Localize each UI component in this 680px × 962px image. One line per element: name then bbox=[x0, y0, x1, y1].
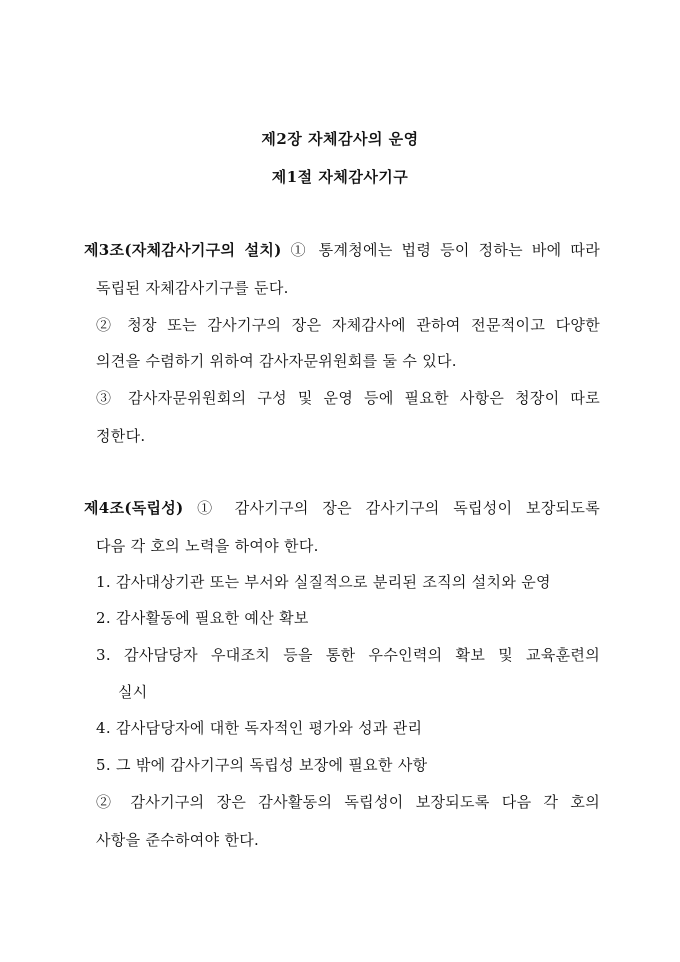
article4-first-line bbox=[84, 497, 600, 518]
article3-clause2-end: 의견을 수렴하기 위하여 감사자문위원회를 둘 수 있다. bbox=[96, 352, 457, 370]
article4-item-1: 1. 감사대상기관 또는 부서와 실질적으로 분리된 조직의 설치와 운영 bbox=[96, 573, 551, 591]
article4-clause2-end: 사항을 준수하여야 한다. bbox=[96, 831, 260, 849]
article4-title: 제4조(독립성) bbox=[84, 499, 184, 517]
article3-clause3-end: 정한다. bbox=[96, 427, 146, 445]
article3-first-line bbox=[84, 239, 600, 260]
article4-clause2-start: ② 감사기구의 장은 감사활동의 독립성이 보장되도록 다음 각 호의 bbox=[96, 793, 600, 811]
article3-title: 제3조(자체감사기구의 설치) bbox=[84, 241, 282, 259]
article3-clause3-start: ③ 감사자문위원회의 구성 및 운영 등에 필요한 사항은 청장이 따로 bbox=[96, 389, 600, 407]
article4-item-3-end: 실시 bbox=[118, 683, 148, 701]
article4-item-5: 5. 그 밖에 감사기구의 독립성 보장에 필요한 사항 bbox=[96, 756, 428, 774]
section-title: 제1절 자체감사기구 bbox=[271, 168, 409, 186]
article4-item-4: 4. 감사담당자에 대한 독자적인 평가와 성과 관리 bbox=[96, 719, 423, 737]
article4-item-3-start: 3. 감사담당자 우대조치 등을 통한 우수인력의 확보 및 교육훈련의 bbox=[96, 646, 600, 664]
chapter-title: 제2장 자체감사의 운영 bbox=[261, 130, 419, 148]
article4-clause1-start: ① 감사기구의 장은 감사기구의 독립성이 보장되도록 bbox=[197, 499, 600, 517]
article3-clause1-start: ① 통계청에는 법령 등이 정하는 바에 따라 bbox=[290, 241, 600, 259]
article3-clause1-end: 독립된 자체감사기구를 둔다. bbox=[96, 279, 289, 297]
article4-clause1-end: 다음 각 호의 노력을 하여야 한다. bbox=[96, 537, 319, 555]
article3-clause2-start: ② 청장 또는 감사기구의 장은 자체감사에 관하여 전문적이고 다양한 bbox=[96, 316, 600, 334]
article4-item-2: 2. 감사활동에 필요한 예산 확보 bbox=[96, 609, 309, 627]
